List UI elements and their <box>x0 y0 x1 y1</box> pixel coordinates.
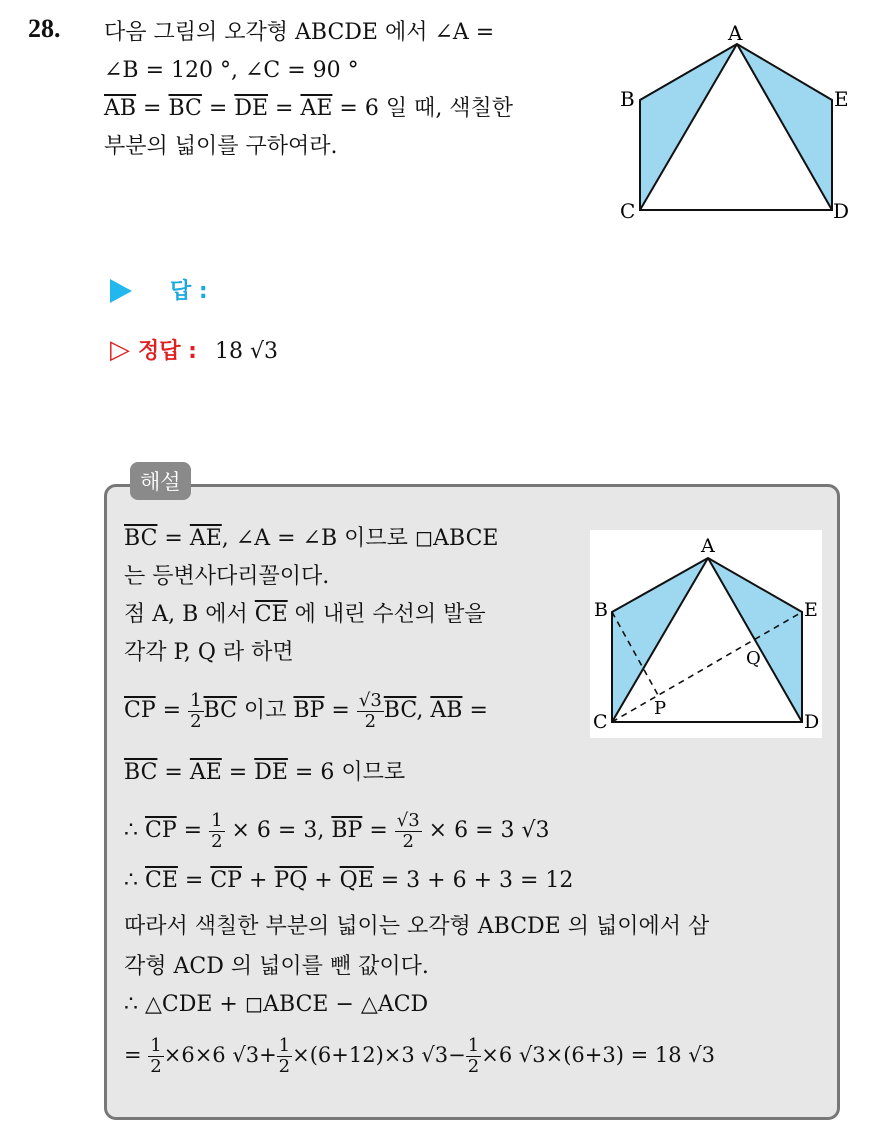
label-c: C <box>620 199 636 223</box>
segment-bc: $\overline{BC}$ <box>383 698 417 723</box>
segment-cp: $\overline{CP}$ <box>145 818 177 843</box>
question-line-1: 다음 그림의 오각형 ABCDE 에서 ∠A = <box>104 20 495 45</box>
label-a: A <box>728 22 743 45</box>
text: × 6 = 3 √3 <box>421 818 550 843</box>
equals: = <box>124 1043 149 1067</box>
segment-bc: $\overline{BC}$ <box>124 760 158 785</box>
solution-line-11: ∴ △CDE + ◻ABCE − △ACD <box>124 992 429 1017</box>
therefore: ∴ <box>124 818 145 843</box>
label-a: A <box>701 535 715 557</box>
numerator: √3 <box>358 689 382 711</box>
question-line-4: 부분의 넓이를 구하여라. <box>104 134 338 159</box>
fraction <box>148 1036 163 1077</box>
pentagon-figure <box>610 22 860 227</box>
equals: = <box>201 96 235 121</box>
denominator: 2 <box>190 710 202 732</box>
label-e: E <box>834 87 849 111</box>
solution-line-3 <box>124 596 486 634</box>
segment-ab: $\overline{AB}$ <box>430 698 463 723</box>
segment-ab: $\overline{AB}$ <box>104 96 137 121</box>
denominator: 2 <box>278 1056 291 1077</box>
numerator: 1 <box>278 1035 291 1056</box>
segment-qe: $\overline{QE}$ <box>339 868 374 893</box>
segment-ce: $\overline{CE}$ <box>145 868 178 893</box>
trapezoid-figure <box>590 530 822 738</box>
numerator: 1 <box>211 809 223 831</box>
equals: = <box>362 818 395 843</box>
fraction <box>466 1036 481 1077</box>
correct-arrow-icon: ▷ <box>110 335 130 365</box>
text: ×6 √3×(6+3) = 18 √3 <box>481 1043 715 1067</box>
correct-label: 정답 : <box>138 339 197 364</box>
label-q: Q <box>746 648 761 669</box>
question-line-2: ∠B = 120 °, ∠C = 90 ° <box>104 58 359 83</box>
solution-line-7 <box>124 806 550 856</box>
label-d: D <box>804 711 820 733</box>
solution-line-5 <box>124 686 488 736</box>
segment-ae: $\overline{AE}$ <box>300 96 333 121</box>
solution-line-9: 따라서 색칠한 부분의 넓이는 오각형 ABCDE 의 넓이에서 삼 <box>124 914 710 939</box>
label-b: B <box>594 599 608 621</box>
numerator: 1 <box>190 689 202 711</box>
equals: = <box>176 818 210 843</box>
solution-line-12 <box>124 1030 715 1080</box>
segment-cp: $\overline{CP}$ <box>124 698 156 723</box>
solution-line-8 <box>124 862 573 900</box>
correct-value: 18 √3 <box>214 339 278 364</box>
solution-line-6 <box>124 754 405 792</box>
fraction <box>395 811 422 852</box>
numerator: 1 <box>150 1035 162 1056</box>
solution-line-4: 각각 P, Q 라 하면 <box>124 640 294 665</box>
equals: = <box>157 760 190 785</box>
fraction <box>188 691 203 732</box>
segment-ce: $\overline{CE}$ <box>254 602 288 627</box>
text: ×(6+12)×3 √3− <box>292 1043 466 1067</box>
equals: = <box>324 698 357 723</box>
equals: = <box>268 96 301 121</box>
equals: = <box>177 868 211 893</box>
denominator: 2 <box>150 1056 162 1077</box>
segment-ae: $\overline{AE}$ <box>189 526 222 551</box>
solution-line-10: 각형 ACD 의 넓이를 뺀 값이다. <box>124 954 429 979</box>
correct-answer-row <box>110 334 278 365</box>
numerator: 1 <box>467 1035 480 1056</box>
text: 에 내린 수선의 발을 <box>287 602 486 627</box>
equals: = <box>155 698 189 723</box>
solution-figure <box>590 530 822 738</box>
denominator: 2 <box>211 830 223 852</box>
numerator: √3 <box>396 809 420 831</box>
segment-de: $\overline{DE}$ <box>254 760 288 785</box>
question-number: 28. <box>28 14 61 43</box>
text: 점 A, B 에서 <box>124 602 255 627</box>
segment-bp: $\overline{BP}$ <box>331 818 363 843</box>
equals: = <box>462 698 488 723</box>
fraction <box>277 1036 292 1077</box>
answer-arrow-icon <box>110 279 132 303</box>
solution-tag: 해설 <box>130 462 191 500</box>
label-e: E <box>804 599 818 621</box>
segment-bc: $\overline{BC}$ <box>124 526 158 551</box>
label-c: C <box>593 711 608 733</box>
segment-pq: $\overline{PQ}$ <box>274 868 308 893</box>
text: × 6 = 3, <box>224 818 332 843</box>
equals: = <box>157 526 190 551</box>
condition-text: = 6 일 때, 색칠한 <box>332 96 514 121</box>
plus: + <box>307 868 340 893</box>
label-p: P <box>654 698 667 719</box>
text: , <box>416 698 431 723</box>
equals: = <box>136 96 169 121</box>
plus: + <box>241 868 275 893</box>
answer-row <box>110 274 208 305</box>
denominator: 2 <box>402 830 414 852</box>
answer-label: 답 : <box>170 279 208 304</box>
text: 이고 <box>236 698 294 723</box>
text: = 6 이므로 <box>287 760 406 785</box>
segment-de: $\overline{DE}$ <box>234 96 269 121</box>
equals: = <box>221 760 255 785</box>
label-d: D <box>833 199 850 223</box>
text: = 3 + 6 + 3 = 12 <box>373 868 574 893</box>
segment-bp: $\overline{BP}$ <box>293 698 325 723</box>
label-b: B <box>620 87 635 111</box>
denominator: 2 <box>467 1056 480 1077</box>
fraction <box>209 811 224 852</box>
denominator: 2 <box>364 710 377 732</box>
question-line-3 <box>104 90 513 128</box>
therefore: ∴ <box>124 868 145 893</box>
solution-line-2: 는 등변사다리꼴이다. <box>124 564 330 589</box>
segment-cp: $\overline{CP}$ <box>210 868 242 893</box>
question-text <box>104 14 513 166</box>
segment-bc: $\overline{BC}$ <box>168 96 202 121</box>
segment-ae: $\overline{AE}$ <box>189 760 222 785</box>
solution-line-1 <box>124 520 499 558</box>
text: ×6×6 √3+ <box>163 1043 277 1067</box>
segment-bc: $\overline{BC}$ <box>203 698 237 723</box>
text: , ∠A = ∠B 이므로 ◻ABCE <box>221 526 499 551</box>
fraction <box>357 691 384 732</box>
